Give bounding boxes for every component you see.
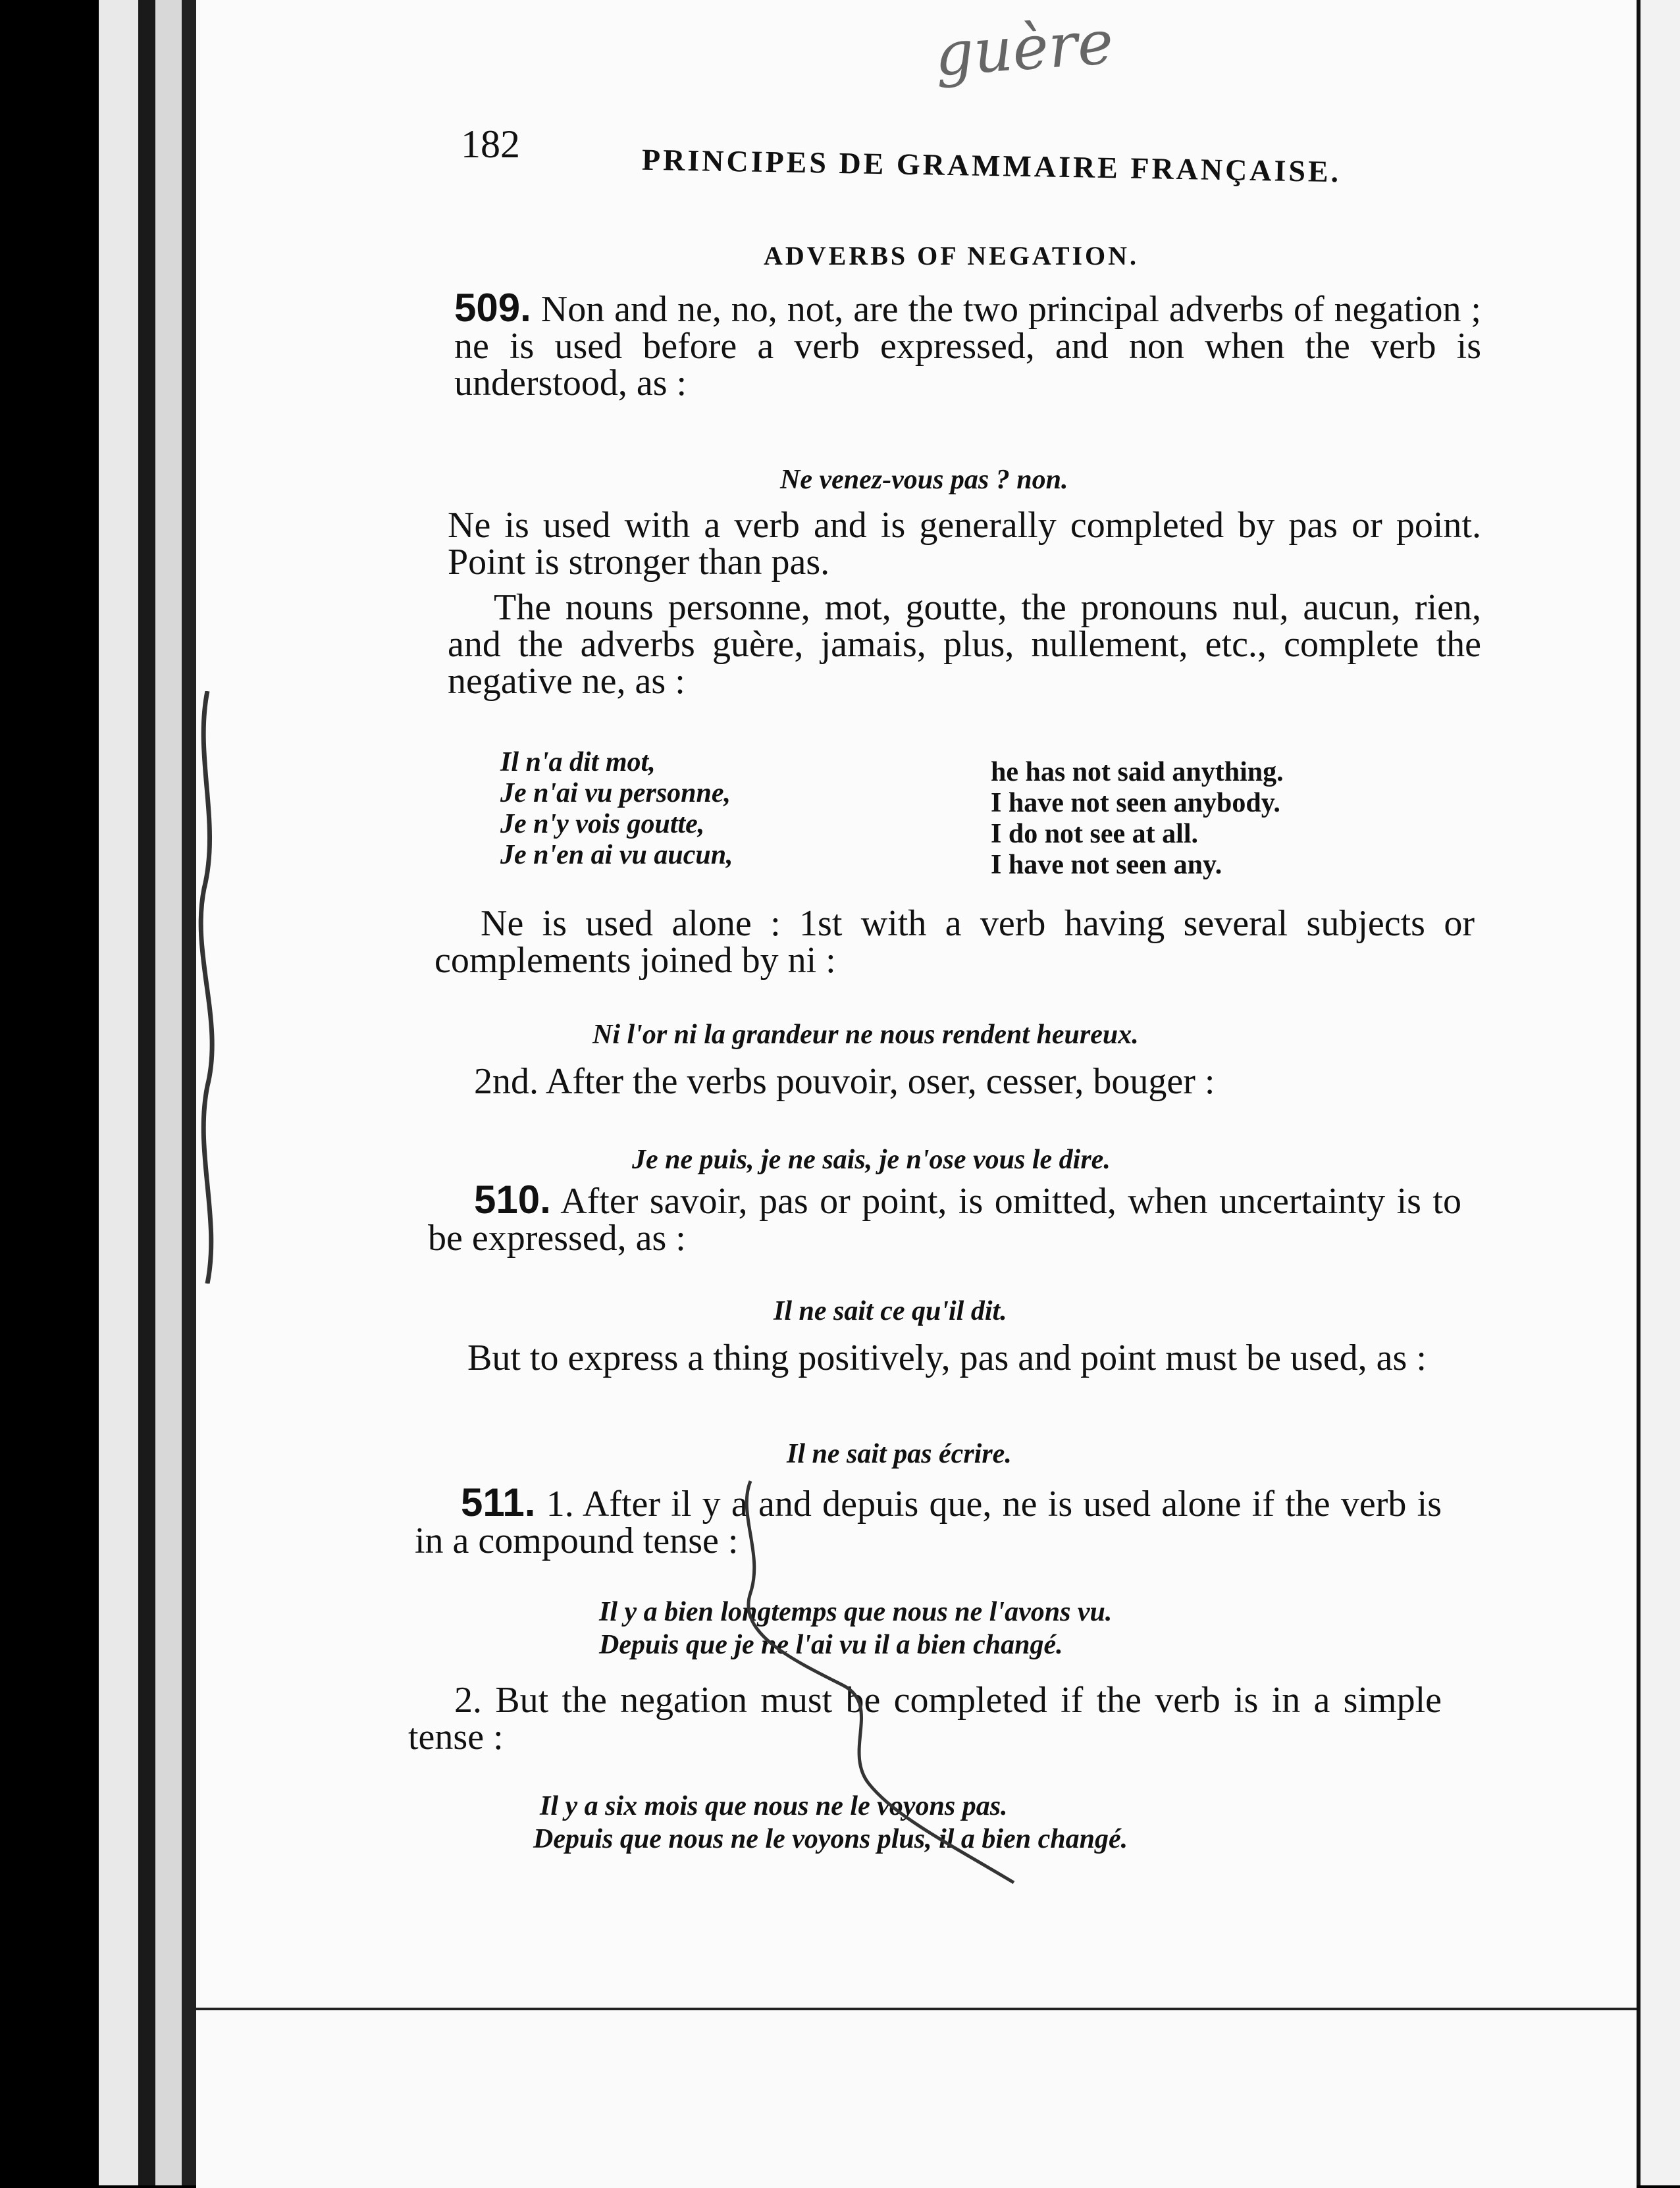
paragraph-positively: But to express a thing positively, pas and point must be used, as : [467,1338,1427,1378]
examples-french-column [500,747,961,871]
book-edge-band [138,0,155,2185]
example-french: Je n'en ai vu aucun, [500,840,733,870]
example-french: Je n'ai vu personne, [500,778,731,808]
running-title: PRINCIPES DE GRAMMAIRE FRANÇAISE. [641,142,1342,189]
example-line: Il ne sait pas écrire. [787,1439,1012,1469]
example-french: Il n'a dit mot, [500,747,656,777]
paragraph-ne-used: Ne is used with a verb and is generally completed by pas or point. Point is stronger than pas. [448,505,1481,583]
paragraph-510 [428,1178,1461,1259]
book-edge-pages [99,0,138,2185]
example-english: I have not seen any. [991,850,1222,880]
book-edge-pages-inner [155,0,182,2185]
paragraph-number: 510. [474,1178,551,1222]
example-line: Il y a six mois que nous ne le voyons pas. [540,1791,1008,1821]
example-line: Depuis que je ne l'ai vu il a bien changé. [599,1630,1063,1660]
paragraph-number: 509. [454,286,531,330]
examples-english-column [991,757,1399,881]
example-english: I have not seen anybody. [991,788,1280,818]
pencil-squiggle-mark [711,1474,1053,1896]
paragraph-509 [454,286,1481,404]
paragraph-ne-alone: Ne is used alone : 1st with a verb having several subjects or complements joined by ni : [434,903,1475,981]
facing-page-edge [1641,0,1680,2185]
paragraph-second: 2nd. After the verbs pouvoir, oser, cesser, bouger : [474,1061,1215,1102]
example-english: he has not said anything. [991,757,1284,787]
paragraph-text: 1. After il y a and depuis que, ne is used alone if the verb is in a compound tense : [415,1484,1442,1561]
example-french: Je n'y vois goutte, [500,809,705,839]
example-english: I do not see at all. [991,819,1198,849]
page-number: 182 [461,122,520,166]
paragraph-text: After savoir, pas or point, is omitted, when uncertainty is to be expressed, as : [428,1181,1461,1259]
handwritten-note: guère [932,7,1116,90]
paragraph-simple-tense: 2. But the negation must be completed if the verb is in a simple tense : [408,1680,1442,1758]
paragraph-number: 511. [461,1480,536,1524]
page-bottom-margin [196,2008,1637,2188]
book-edge-dark [0,0,99,2185]
paragraph-nouns: The nouns personne, mot, goutte, the pronouns nul, aucun, rien, and the adverbs guère, jamais, plus, nullement, etc., complete the negative ne, as : [448,587,1481,702]
example-line: Je ne puis, je ne sais, je n'ose vous le dire. [632,1145,1111,1175]
example-line: Depuis que nous ne le voyons plus, il a bien changé. [533,1824,1128,1854]
example-line: Il ne sait ce qu'il dit. [774,1296,1007,1326]
paragraph-text: Non and ne, no, not, are the two principal adverbs of negation ; ne is used before a verb expressed, and non when the verb is understood, as : [454,289,1481,404]
section-title: ADVERBS OF NEGATION. [764,241,1140,271]
example-line: Ne venez-vous pas ? non. [780,465,1068,495]
binding-stain [188,691,227,1284]
example-line: Ni l'or ni la grandeur ne nous rendent heureux. [592,1020,1139,1050]
example-line: Il y a bien longtemps que nous ne l'avons vu. [599,1597,1113,1627]
